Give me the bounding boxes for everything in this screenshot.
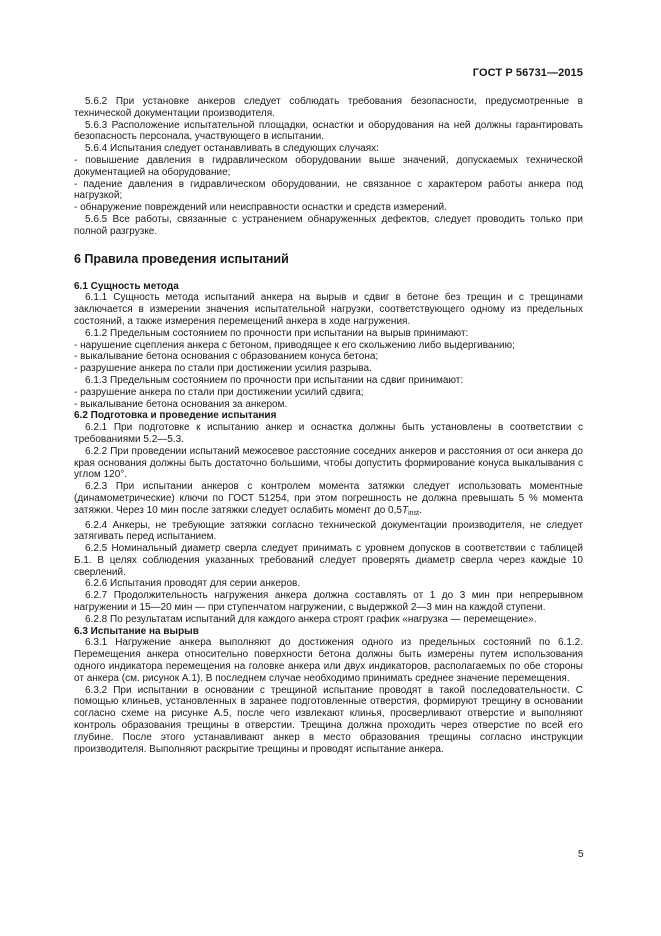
paragraph-6-2-6: 6.2.6 Испытания проводят для серии анкеров. xyxy=(85,578,301,590)
subsection-6-3-heading: 6.3 Испытание на вырыв xyxy=(74,625,199,637)
paragraph-p612a: - нарушение сцепления анкера с бетоном, приводящее к его скольжению либо выдергиванию; xyxy=(74,339,515,351)
section-6-heading: 6 Правила проведения испытаний xyxy=(74,251,289,266)
paragraph-6-2-2: 6.2.2 При проведении испытаний межосевое расстояние соседних анкеров и расстояния от оси анкера до края основания должны быть достаточно большими, чтобы допустить формирование конуса выкалывания с углом 120°. xyxy=(74,445,583,481)
paragraph-p563: 5.6.3 Расположение испытательной площадки, оснастки и оборудования на ней должны гарантировать безопасность персонала, участвующего в испытании. xyxy=(74,119,583,143)
paragraph-6-2-3 xyxy=(74,481,583,519)
page-number: 5 xyxy=(578,849,584,860)
paragraph-p612: 6.1.2 Предельным состоянием по прочности при испытании на вырыв принимают: xyxy=(85,327,469,339)
subsection-6-2-block xyxy=(74,422,583,626)
section-5-6-block xyxy=(74,96,583,238)
page-content xyxy=(74,96,583,755)
subsection-6-1-heading: 6.1 Сущность метода xyxy=(74,280,179,292)
paragraph-6-2-7: 6.2.7 Продолжительность нагружения анкера должна составлять от 1 до 3 мин при непрерывном нагружении и 15—20 мин — при ступенчатом нагружении, с выдержкой 2—3 мин на каждой ступени. xyxy=(74,590,583,614)
paragraph-p564b: - падение давления в гидравлическом оборудовании, не связанное с характером работы анкера под нагрузкой; xyxy=(74,178,583,202)
paragraph-p613b: - выкалывание бетона основания за анкером. xyxy=(74,398,288,410)
subsection-6-3-block xyxy=(74,637,583,755)
paragraph-p612c: - разрушение анкера по стали при достижении усилия разрыва. xyxy=(74,363,372,375)
paragraph-p613a: - разрушение анкера по стали при достижении усилий сдвига; xyxy=(74,386,364,398)
subsection-6-2-heading: 6.2 Подготовка и проведение испытания xyxy=(74,410,277,422)
subsection-6-1-block xyxy=(74,292,583,410)
paragraph-p631: 6.3.1 Нагружение анкера выполняют до достижения одного из предельных состояний по 6.1.2. Перемещения анкера относительно поверхности бетона должны быть измерены путем использования одного индикатора перемещения на головке анкера или двух индикаторов, располагаемых по обе стороны от анкера (см. рисунок А.1). В последнем случае необходимо принимать среднее значение перемещения. xyxy=(74,637,583,684)
paragraph-p562: 5.6.2 При установке анкеров следует соблюдать требования безопасности, предусмотренные в технической документации производителя. xyxy=(74,96,583,119)
paragraph-6-2-8: 6.2.8 По результатам испытаний для каждого анкера строят график «нагрузка — перемещение». xyxy=(85,613,537,625)
torque-symbol: T xyxy=(401,504,409,516)
paragraph-6-2-3-text: 6.2.3 При испытании анкеров с контролем момента затяжки следует использовать моментные (динамометрические) ключи по ГОСТ 51254, при этом погрешность не должна превышать 5 % момента затяжки. Через 10 мин после затяжки следует ослабить момент до 0,5 xyxy=(74,481,583,516)
paragraph-p611: 6.1.1 Сущность метода испытаний анкера на вырыв и сдвиг в бетоне без трещин и с трещинами заключается в измерении значения испытательной нагрузки, соответствующего одному из предельных состояний, а также измерения перемещений анкера в ходе нагружения. xyxy=(74,292,583,327)
document-id-header: ГОСТ Р 56731—2015 xyxy=(472,67,583,79)
paragraph-6-2-5: 6.2.5 Номинальный диаметр сверла следует принимать с уровнем допусков в соответствии с таблицей Б.1. В целях соблюдения указанных требований следует проверять диаметр сверла через каждые 10 сверлений. xyxy=(74,543,583,578)
paragraph-6-2-4: 6.2.4 Анкеры, не требующие затяжки согласно технической документации производителя, не следует затягивать перед испытанием. xyxy=(74,519,583,543)
paragraph-p612b: - выкалывание бетона основания с образованием конуса бетона; xyxy=(74,351,379,363)
paragraph-p565: 5.6.5 Все работы, связанные с устранением обнаруженных дефектов, следует проводить только при полной разгрузке. xyxy=(74,213,583,237)
torque-subscript: inst xyxy=(408,509,419,517)
paragraph-6-2-1: 6.2.1 При подготовке к испытанию анкер и оснастка должны быть установлены в соответствии с требованиями 5.2—5.3. xyxy=(74,422,583,445)
paragraph-p564a: - повышение давления в гидравлическом оборудовании выше значений, допускаемых технической документацией на оборудование; xyxy=(74,154,583,178)
paragraph-p613: 6.1.3 Предельным состоянием по прочности при испытании на сдвиг принимают: xyxy=(85,374,464,386)
paragraph-6-2-3-end: . xyxy=(418,504,422,516)
paragraph-p564c: - обнаружение повреждений или неисправности оснастки и средств измерений. xyxy=(74,202,447,214)
paragraph-p632: 6.3.2 При испытании в основании с трещиной испытание проводят в такой последовательности. С помощью клиньев, установленных в заранее подготовленные отверстия, формируют трещину в основании согласно схеме на рисунке А.5, после чего извлекают клинья, просверливают отверстие и выполняют контроль образования трещины в отверстии. Трещина должна проходить через отверстие по всей его глубине. После этого устанавливают анкер в место образования трещины согласно инструкции производителя. Выполняют раскрытие трещины и проводят испытание анкера. xyxy=(74,684,583,755)
paragraph-p564: 5.6.4 Испытания следует останавливать в следующих случаях: xyxy=(85,143,379,155)
